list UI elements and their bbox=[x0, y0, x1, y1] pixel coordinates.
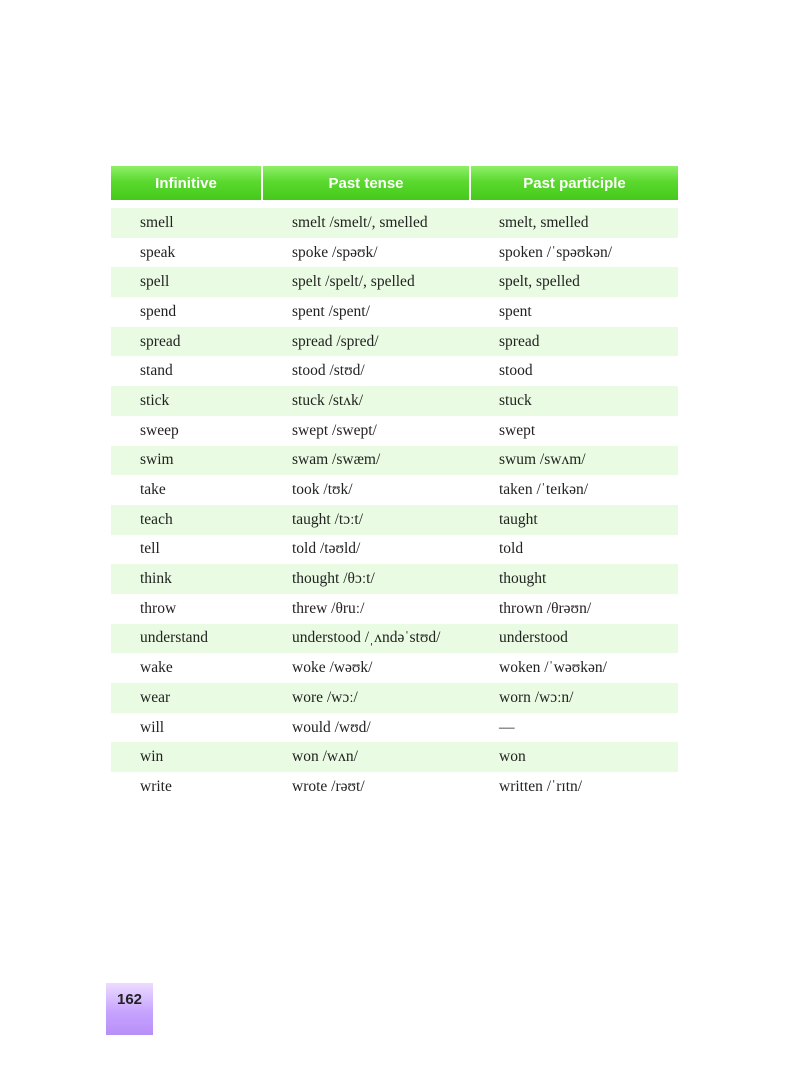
cell-past-tense: spent /spent/ bbox=[292, 302, 370, 320]
irregular-verbs-table bbox=[111, 166, 678, 802]
cell-infinitive: win bbox=[140, 748, 164, 766]
cell-infinitive: spend bbox=[140, 302, 177, 320]
table-row bbox=[111, 416, 678, 446]
header-infinitive: Infinitive bbox=[155, 174, 217, 192]
header-past-participle: Past participle bbox=[469, 166, 678, 200]
table-row bbox=[111, 475, 678, 505]
cell-past-tense: spoke /spəʊk/ bbox=[292, 243, 378, 261]
cell-past-tense: woke /wəʊk/ bbox=[292, 659, 373, 677]
cell-past-tense: spread /spred/ bbox=[292, 332, 379, 350]
cell-past-tense: swept /swept/ bbox=[292, 421, 377, 439]
table-row bbox=[111, 208, 678, 238]
table-row bbox=[111, 742, 678, 772]
table-row bbox=[111, 564, 678, 594]
cell-infinitive: sweep bbox=[140, 421, 179, 439]
cell-past-participle: thrown /θrəʊn/ bbox=[499, 599, 592, 617]
cell-past-tense: took /tʊk/ bbox=[292, 481, 353, 499]
cell-past-tense: wrote /rəʊt/ bbox=[292, 777, 365, 795]
table-row bbox=[111, 386, 678, 416]
table-row bbox=[111, 683, 678, 713]
cell-past-tense: won /wʌn/ bbox=[292, 748, 358, 766]
cell-past-tense: threw /θruː/ bbox=[292, 599, 365, 617]
cell-infinitive: throw bbox=[140, 599, 177, 617]
cell-past-participle: taken /ˈteɪkən/ bbox=[499, 481, 589, 499]
cell-past-tense: stood /stʊd/ bbox=[292, 362, 365, 380]
cell-past-participle: — bbox=[499, 718, 515, 736]
cell-infinitive: will bbox=[140, 718, 165, 736]
cell-past-participle: stood bbox=[499, 362, 533, 380]
table-row bbox=[111, 446, 678, 476]
table-row bbox=[111, 624, 678, 654]
cell-past-tense: stuck /stʌk/ bbox=[292, 391, 364, 409]
cell-past-tense: smelt /smelt/, smelled bbox=[292, 213, 428, 231]
cell-infinitive: think bbox=[140, 570, 172, 588]
cell-past-tense: told /təʊld/ bbox=[292, 540, 361, 558]
table-row bbox=[111, 327, 678, 357]
table-row bbox=[111, 267, 678, 297]
cell-infinitive: tell bbox=[140, 540, 160, 558]
cell-past-participle: spent bbox=[499, 302, 532, 320]
table-row bbox=[111, 653, 678, 683]
cell-past-participle: stuck bbox=[499, 391, 532, 409]
cell-infinitive: teach bbox=[140, 510, 173, 528]
table-row bbox=[111, 713, 678, 743]
cell-past-participle: taught bbox=[499, 510, 538, 528]
cell-infinitive: spell bbox=[140, 273, 170, 291]
table-row bbox=[111, 356, 678, 386]
cell-past-tense: spelt /spelt/, spelled bbox=[292, 273, 415, 291]
cell-past-participle: won bbox=[499, 748, 526, 766]
cell-past-participle: spoken /ˈspəʊkən/ bbox=[499, 243, 613, 261]
cell-past-tense: swam /swæm/ bbox=[292, 451, 381, 469]
table-row bbox=[111, 594, 678, 624]
cell-past-tense: thought /θɔːt/ bbox=[292, 570, 375, 588]
table-row bbox=[111, 238, 678, 268]
cell-infinitive: smell bbox=[140, 213, 174, 231]
cell-past-participle: swum /swʌm/ bbox=[499, 451, 586, 469]
cell-past-participle: spread bbox=[499, 332, 540, 350]
cell-past-tense: wore /wɔː/ bbox=[292, 688, 358, 706]
cell-past-participle: understood bbox=[499, 629, 568, 647]
cell-past-participle: spelt, spelled bbox=[499, 273, 580, 291]
table-row bbox=[111, 505, 678, 535]
table-header bbox=[111, 166, 678, 200]
cell-infinitive: swim bbox=[140, 451, 174, 469]
table-row bbox=[111, 772, 678, 802]
cell-past-participle: thought bbox=[499, 570, 547, 588]
cell-infinitive: take bbox=[140, 481, 166, 499]
cell-past-tense: would /wʊd/ bbox=[292, 718, 371, 736]
cell-past-participle: swept bbox=[499, 421, 536, 439]
cell-past-participle: woken /ˈwəʊkən/ bbox=[499, 659, 607, 677]
cell-past-participle: told bbox=[499, 540, 524, 558]
cell-past-tense: taught /tɔːt/ bbox=[292, 510, 364, 528]
table-row bbox=[111, 535, 678, 565]
table-row bbox=[111, 297, 678, 327]
cell-past-tense: understood /ˌʌndəˈstʊd/ bbox=[292, 629, 441, 647]
cell-infinitive: stick bbox=[140, 391, 170, 409]
table-body bbox=[111, 208, 678, 802]
cell-past-participle: worn /wɔːn/ bbox=[499, 688, 574, 706]
cell-infinitive: spread bbox=[140, 332, 181, 350]
cell-infinitive: write bbox=[140, 777, 172, 795]
cell-past-participle: smelt, smelled bbox=[499, 213, 589, 231]
cell-infinitive: speak bbox=[140, 243, 176, 261]
page-number: 162 bbox=[106, 983, 153, 1035]
cell-past-participle: written /ˈrɪtn/ bbox=[499, 777, 583, 795]
cell-infinitive: stand bbox=[140, 362, 173, 380]
header-past-tense: Past tense bbox=[261, 166, 469, 200]
cell-infinitive: wear bbox=[140, 688, 171, 706]
cell-infinitive: understand bbox=[140, 629, 209, 647]
cell-infinitive: wake bbox=[140, 659, 173, 677]
